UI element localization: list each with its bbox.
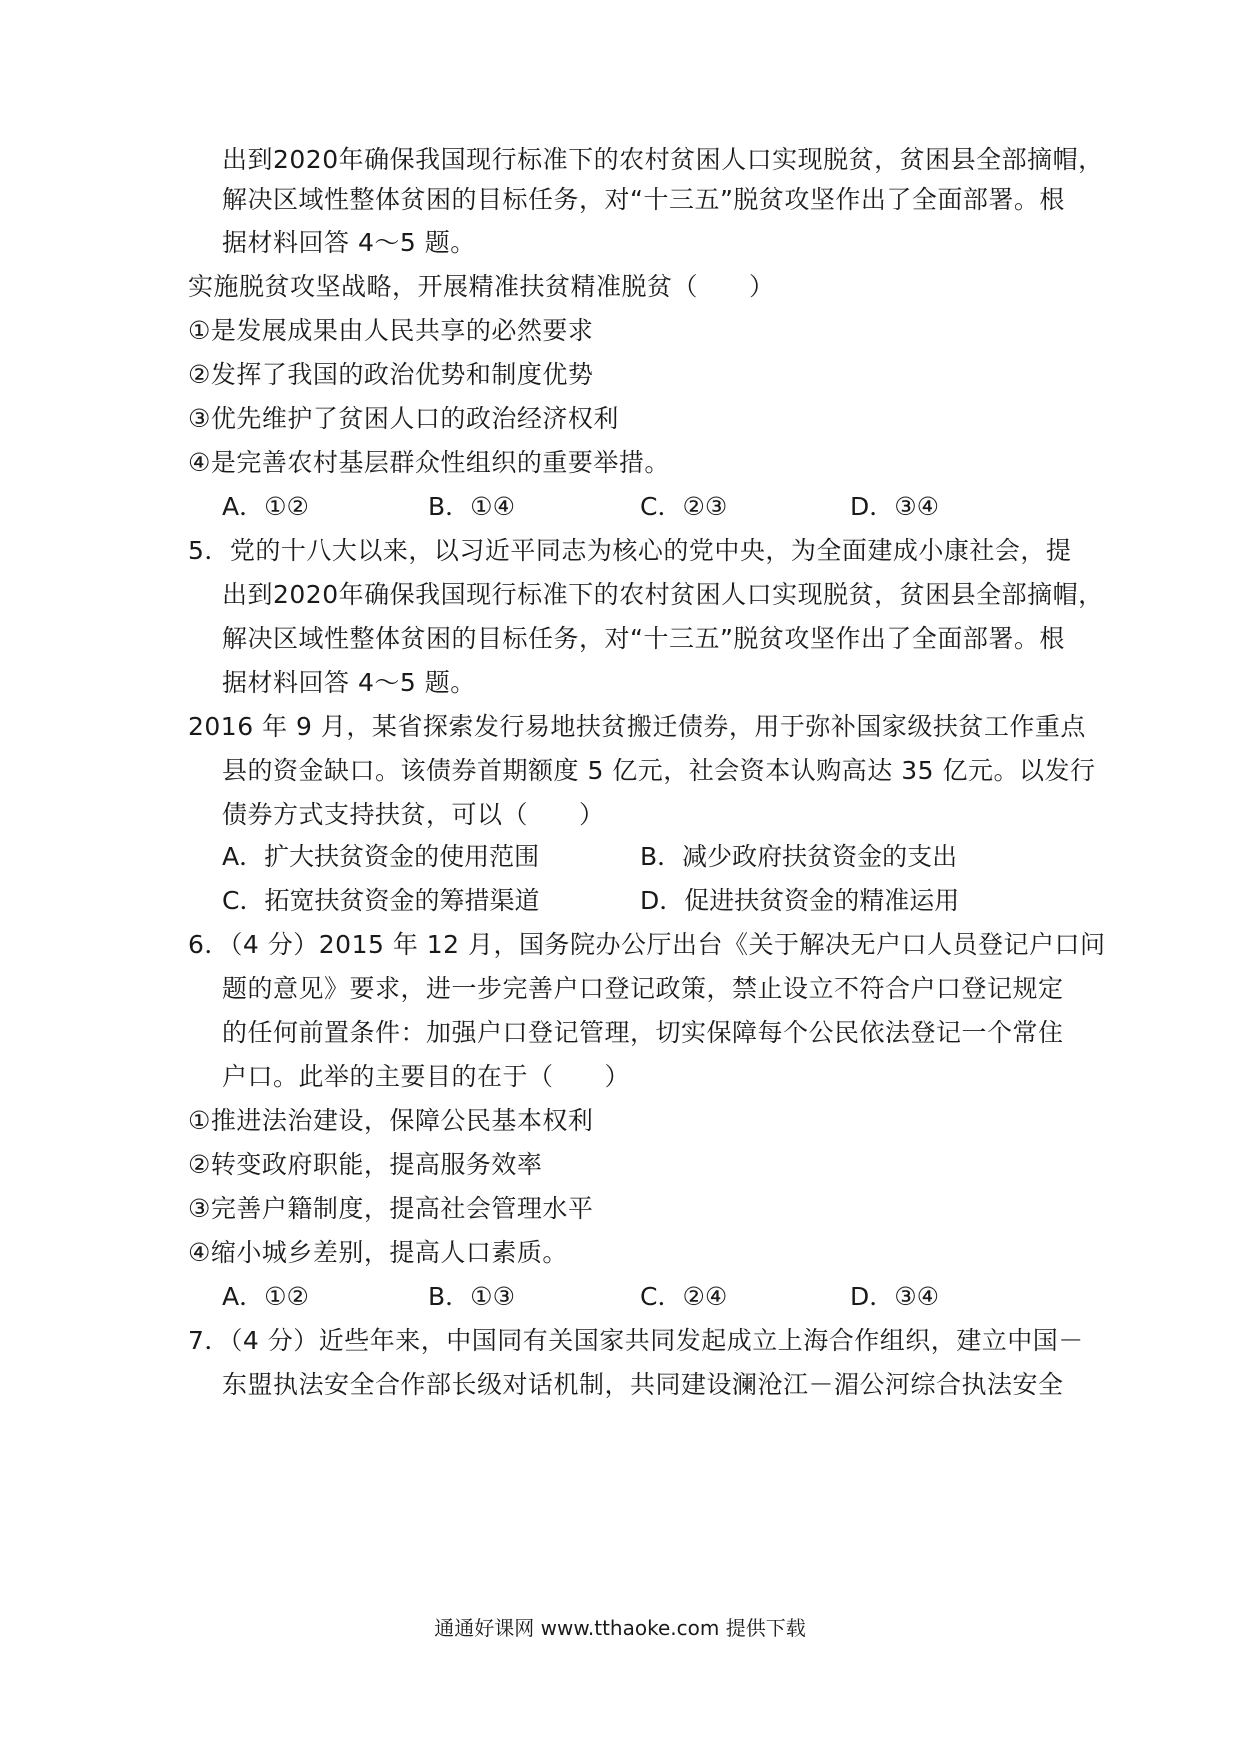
q5-option-c: C．拓宽扶贫资金的筹措渠道 xyxy=(222,886,540,915)
q5-stem-line-2: 县的资金缺口。该债券首期额度 5 亿元，社会资本认购高达 35 亿元。以发行 xyxy=(222,756,1096,785)
q4-option-d: D．③④ xyxy=(850,492,940,521)
q5-material-line-1: 5．党的十八大以来，以习近平同志为核心的党中央，为全面建成小康社会，提 xyxy=(188,536,1072,565)
q5-option-d: D．促进扶贫资金的精准运用 xyxy=(640,886,960,915)
q5-material-line-4: 据材料回答 4～5 题。 xyxy=(222,668,476,697)
q6-statement-2: ②转变政府职能，提高服务效率 xyxy=(188,1150,543,1179)
q6-stem-line-2: 题的意见》要求，进一步完善户口登记政策，禁止设立不符合户口登记规定 xyxy=(222,974,1064,1003)
q6-option-d: D．③④ xyxy=(850,1282,940,1311)
q4-option-b: B．①④ xyxy=(428,492,515,521)
q4-statement-2: ②发挥了我国的政治优势和制度优势 xyxy=(188,360,594,389)
q5-stem-line-3: 债券方式支持扶贫，可以（ ） xyxy=(222,800,605,829)
q5-material-line-3: 解决区域性整体贫困的目标任务，对“十三五”脱贫攻坚作出了全面部署。根 xyxy=(222,624,1065,653)
q6-stem-line-1: 6．（4 分）2015 年 12 月，国务院办公厅出台《关于解决无户口人员登记户口问 xyxy=(188,930,1106,959)
intro-line-2: 解决区域性整体贫困的目标任务，对“十三五”脱贫攻坚作出了全面部署。根 xyxy=(222,185,1065,214)
q6-option-a: A．①② xyxy=(222,1282,309,1311)
intro-line-3: 据材料回答 4～5 题。 xyxy=(222,228,476,257)
q5-option-a: A．扩大扶贫资金的使用范围 xyxy=(222,842,540,871)
q4-statement-3: ③优先维护了贫困人口的政治经济权利 xyxy=(188,404,619,433)
q4-statement-4: ④是完善农村基层群众性组织的重要举措。 xyxy=(188,448,670,477)
q6-stem-line-3: 的任何前置条件：加强户口登记管理，切实保障每个公民依法登记一个常住 xyxy=(222,1018,1064,1047)
q6-stem-line-4: 户口。此举的主要目的在于（ ） xyxy=(222,1062,631,1091)
q5-stem-line-1: 2016 年 9 月，某省探索发行易地扶贫搬迁债券，用于弥补国家级扶贫工作重点 xyxy=(188,712,1086,741)
q4-option-a: A．①② xyxy=(222,492,309,521)
q6-option-c: C．②④ xyxy=(640,1282,728,1311)
q6-statement-1: ①推进法治建设，保障公民基本权利 xyxy=(188,1106,594,1135)
q7-stem-line-1: 7．（4 分）近些年来，中国同有关国家共同发起成立上海合作组织，建立中国－ xyxy=(188,1326,1084,1355)
q6-statement-4: ④缩小城乡差别，提高人口素质。 xyxy=(188,1238,568,1267)
q7-stem-line-2: 东盟执法安全合作部长级对话机制，共同建设澜沧江－湄公河综合执法安全 xyxy=(222,1370,1064,1399)
q4-stem: 实施脱贫攻坚战略，开展精准扶贫精准脱贫（ ） xyxy=(188,272,775,301)
q5-option-b: B．减少政府扶贫资金的支出 xyxy=(640,842,958,871)
q4-statement-1: ①是发展成果由人民共享的必然要求 xyxy=(188,316,594,345)
page-footer: 通通好课网 www.tthaoke.com 提供下载 xyxy=(434,1616,806,1640)
intro-line-1: 出到2020年确保我国现行标准下的农村贫困人口实现脱贫，贫困县全部摘帽， xyxy=(222,145,1104,174)
q6-option-b: B．①③ xyxy=(428,1282,515,1311)
q5-material-line-2: 出到2020年确保我国现行标准下的农村贫困人口实现脱贫，贫困县全部摘帽， xyxy=(222,580,1104,609)
q4-option-c: C．②③ xyxy=(640,492,728,521)
q6-statement-3: ③完善户籍制度，提高社会管理水平 xyxy=(188,1194,594,1223)
